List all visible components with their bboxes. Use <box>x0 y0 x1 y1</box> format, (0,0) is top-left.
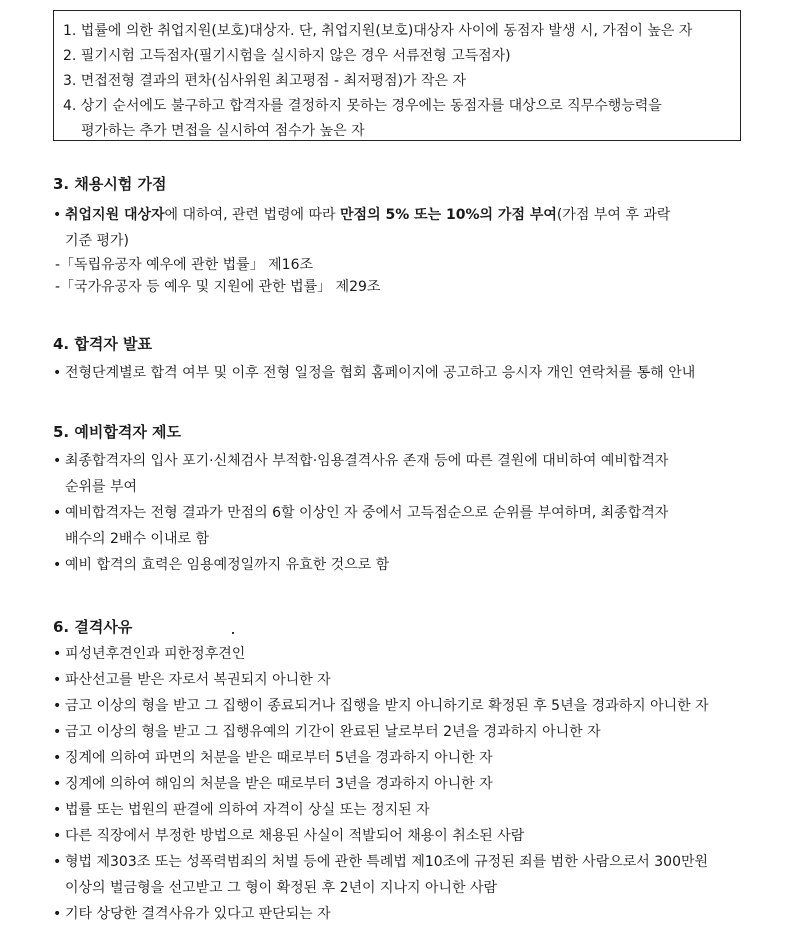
list-item-continuation: 이상의 벌금형을 선고받고 그 형이 확정된 후 2년이 지나지 아니한 사람 <box>65 880 498 896</box>
list-item-text: 예비합격자는 전형 결과가 만점의 6할 이상인 자 중에서 고득점순으로 순위를 부여하며, 최종합격자 <box>65 505 669 521</box>
bullet-icon: • <box>53 776 62 792</box>
list-item <box>53 667 753 693</box>
section-announcement <box>53 332 753 386</box>
list-item-text: 다른 직장에서 부정한 방법으로 채용된 사실이 적발되어 채용이 취소된 사람 <box>65 828 525 844</box>
bullet-icon: • <box>53 750 62 766</box>
bullet-icon: • <box>53 207 62 223</box>
list-item-text: 형법 제303조 또는 성폭력범죄의 처벌 등에 관한 특례법 제10조에 규정된 죄를 범한 사람으로서 300만원 <box>65 854 709 870</box>
bullet-icon: • <box>53 557 62 573</box>
list-item <box>53 745 753 771</box>
list-item-text: 법률 또는 법원의 판결에 의하여 자격이 상실 또는 정지된 자 <box>65 802 430 818</box>
criteria-item-4-line1: 4. 상기 순서에도 불구하고 합격자를 결정하지 못하는 경우에는 동점자를 대상으로 직무수행능력을 <box>63 98 662 114</box>
bullet-icon: • <box>53 724 62 740</box>
section-disqualifications <box>53 615 753 927</box>
list-item-continuation: 기준 평가) <box>65 233 130 249</box>
criteria-item-2: 2. 필기시험 고득점자(필기시험을 실시하지 않은 경우 서류전형 고득점자) <box>63 48 511 64</box>
emphasis-text: 만점의 5% 또는 10%의 가점 부여 <box>340 207 557 223</box>
criteria-item-3: 3. 면접전형 결과의 편차(심사위원 최고평점 - 최저평점)가 작은 자 <box>63 73 467 89</box>
law-reference: -「국가유공자 등 예우 및 지원에 관한 법률」 제29조 <box>55 279 381 295</box>
list-item-text: 금고 이상의 형을 받고 그 집행유예의 기간이 완료된 날로부터 2년을 경과하지 아니한 자 <box>65 724 601 740</box>
list-item <box>53 448 753 500</box>
bullet-icon: • <box>53 828 62 844</box>
list-item <box>53 552 753 578</box>
law-reference: -「독립유공자 예우에 관한 법률」 제16조 <box>55 257 314 273</box>
list-item-text: 최종합격자의 입사 포기·신체검사 부적합·임용결격사유 존재 등에 따른 결원에 대비하여 예비합격자 <box>65 453 669 469</box>
section-title: 6. 결격사유 <box>53 618 133 636</box>
list-item-text: 피성년후견인과 피한정후견인 <box>65 646 246 662</box>
list-item-text: 금고 이상의 형을 받고 그 집행이 종료되거나 집행을 받지 아니하기로 확정된 후 5년을 경과하지 아니한 자 <box>65 698 709 714</box>
section-bonus-points <box>53 172 753 298</box>
body-text: (가점 부여 후 과락 <box>556 207 671 223</box>
list-item <box>53 823 753 849</box>
bullet-icon: • <box>53 854 62 870</box>
bullet-icon: • <box>53 672 62 688</box>
bullet-icon: • <box>53 646 62 662</box>
list-item-text: 전형단계별로 합격 여부 및 이후 전형 일정을 협회 홈페이지에 공고하고 응시자 개인 연락처를 통해 안내 <box>65 365 696 381</box>
list-item <box>53 693 753 719</box>
criteria-item-4-line2: 평가하는 추가 면접을 실시하여 점수가 높은 자 <box>81 123 365 139</box>
list-item-text: 징계에 의하여 파면의 처분을 받은 때로부터 5년을 경과하지 아니한 자 <box>65 750 493 766</box>
emphasis-text: 취업지원 대상자 <box>65 207 165 223</box>
list-item <box>53 719 753 745</box>
list-item-text: 기타 상당한 결격사유가 있다고 판단되는 자 <box>65 906 331 922</box>
list-item <box>53 500 753 552</box>
section-title: 3. 채용시험 가점 <box>53 175 167 193</box>
bullet-icon: • <box>53 906 62 922</box>
list-item <box>53 901 753 927</box>
bullet-icon: • <box>53 505 62 521</box>
body-text: 에 대하여, 관련 법령에 따라 <box>164 207 341 223</box>
list-item <box>53 849 753 901</box>
section-title: 5. 예비합격자 제도 <box>53 423 182 441</box>
list-item <box>53 641 753 667</box>
list-item <box>53 202 753 254</box>
section-title: 4. 합격자 발표 <box>53 335 153 353</box>
list-item <box>53 360 753 386</box>
list-item-text: 파산선고를 받은 자로서 복권되지 아니한 자 <box>65 672 331 688</box>
list-item-text: 징계에 의하여 해임의 처분을 받은 때로부터 3년을 경과하지 아니한 자 <box>65 776 493 792</box>
stray-dot-mark <box>232 632 234 634</box>
bullet-icon: • <box>53 802 62 818</box>
list-item-continuation: 순위를 부여 <box>65 479 138 495</box>
list-item-text: 예비 합격의 효력은 임용예정일까지 유효한 것으로 함 <box>65 557 390 573</box>
bullet-icon: • <box>53 453 62 469</box>
list-item <box>53 771 753 797</box>
bullet-icon: • <box>53 698 62 714</box>
section-reserve-candidates <box>53 420 753 578</box>
list-item <box>53 797 753 823</box>
criteria-item-1: 1. 법률에 의한 취업지원(보호)대상자. 단, 취업지원(보호)대상자 사이에 동점자 발생 시, 가점이 높은 자 <box>63 23 693 39</box>
bullet-icon: • <box>53 365 62 381</box>
list-item-continuation: 배수의 2배수 이내로 함 <box>65 531 209 547</box>
tiebreak-criteria-box <box>53 10 741 141</box>
